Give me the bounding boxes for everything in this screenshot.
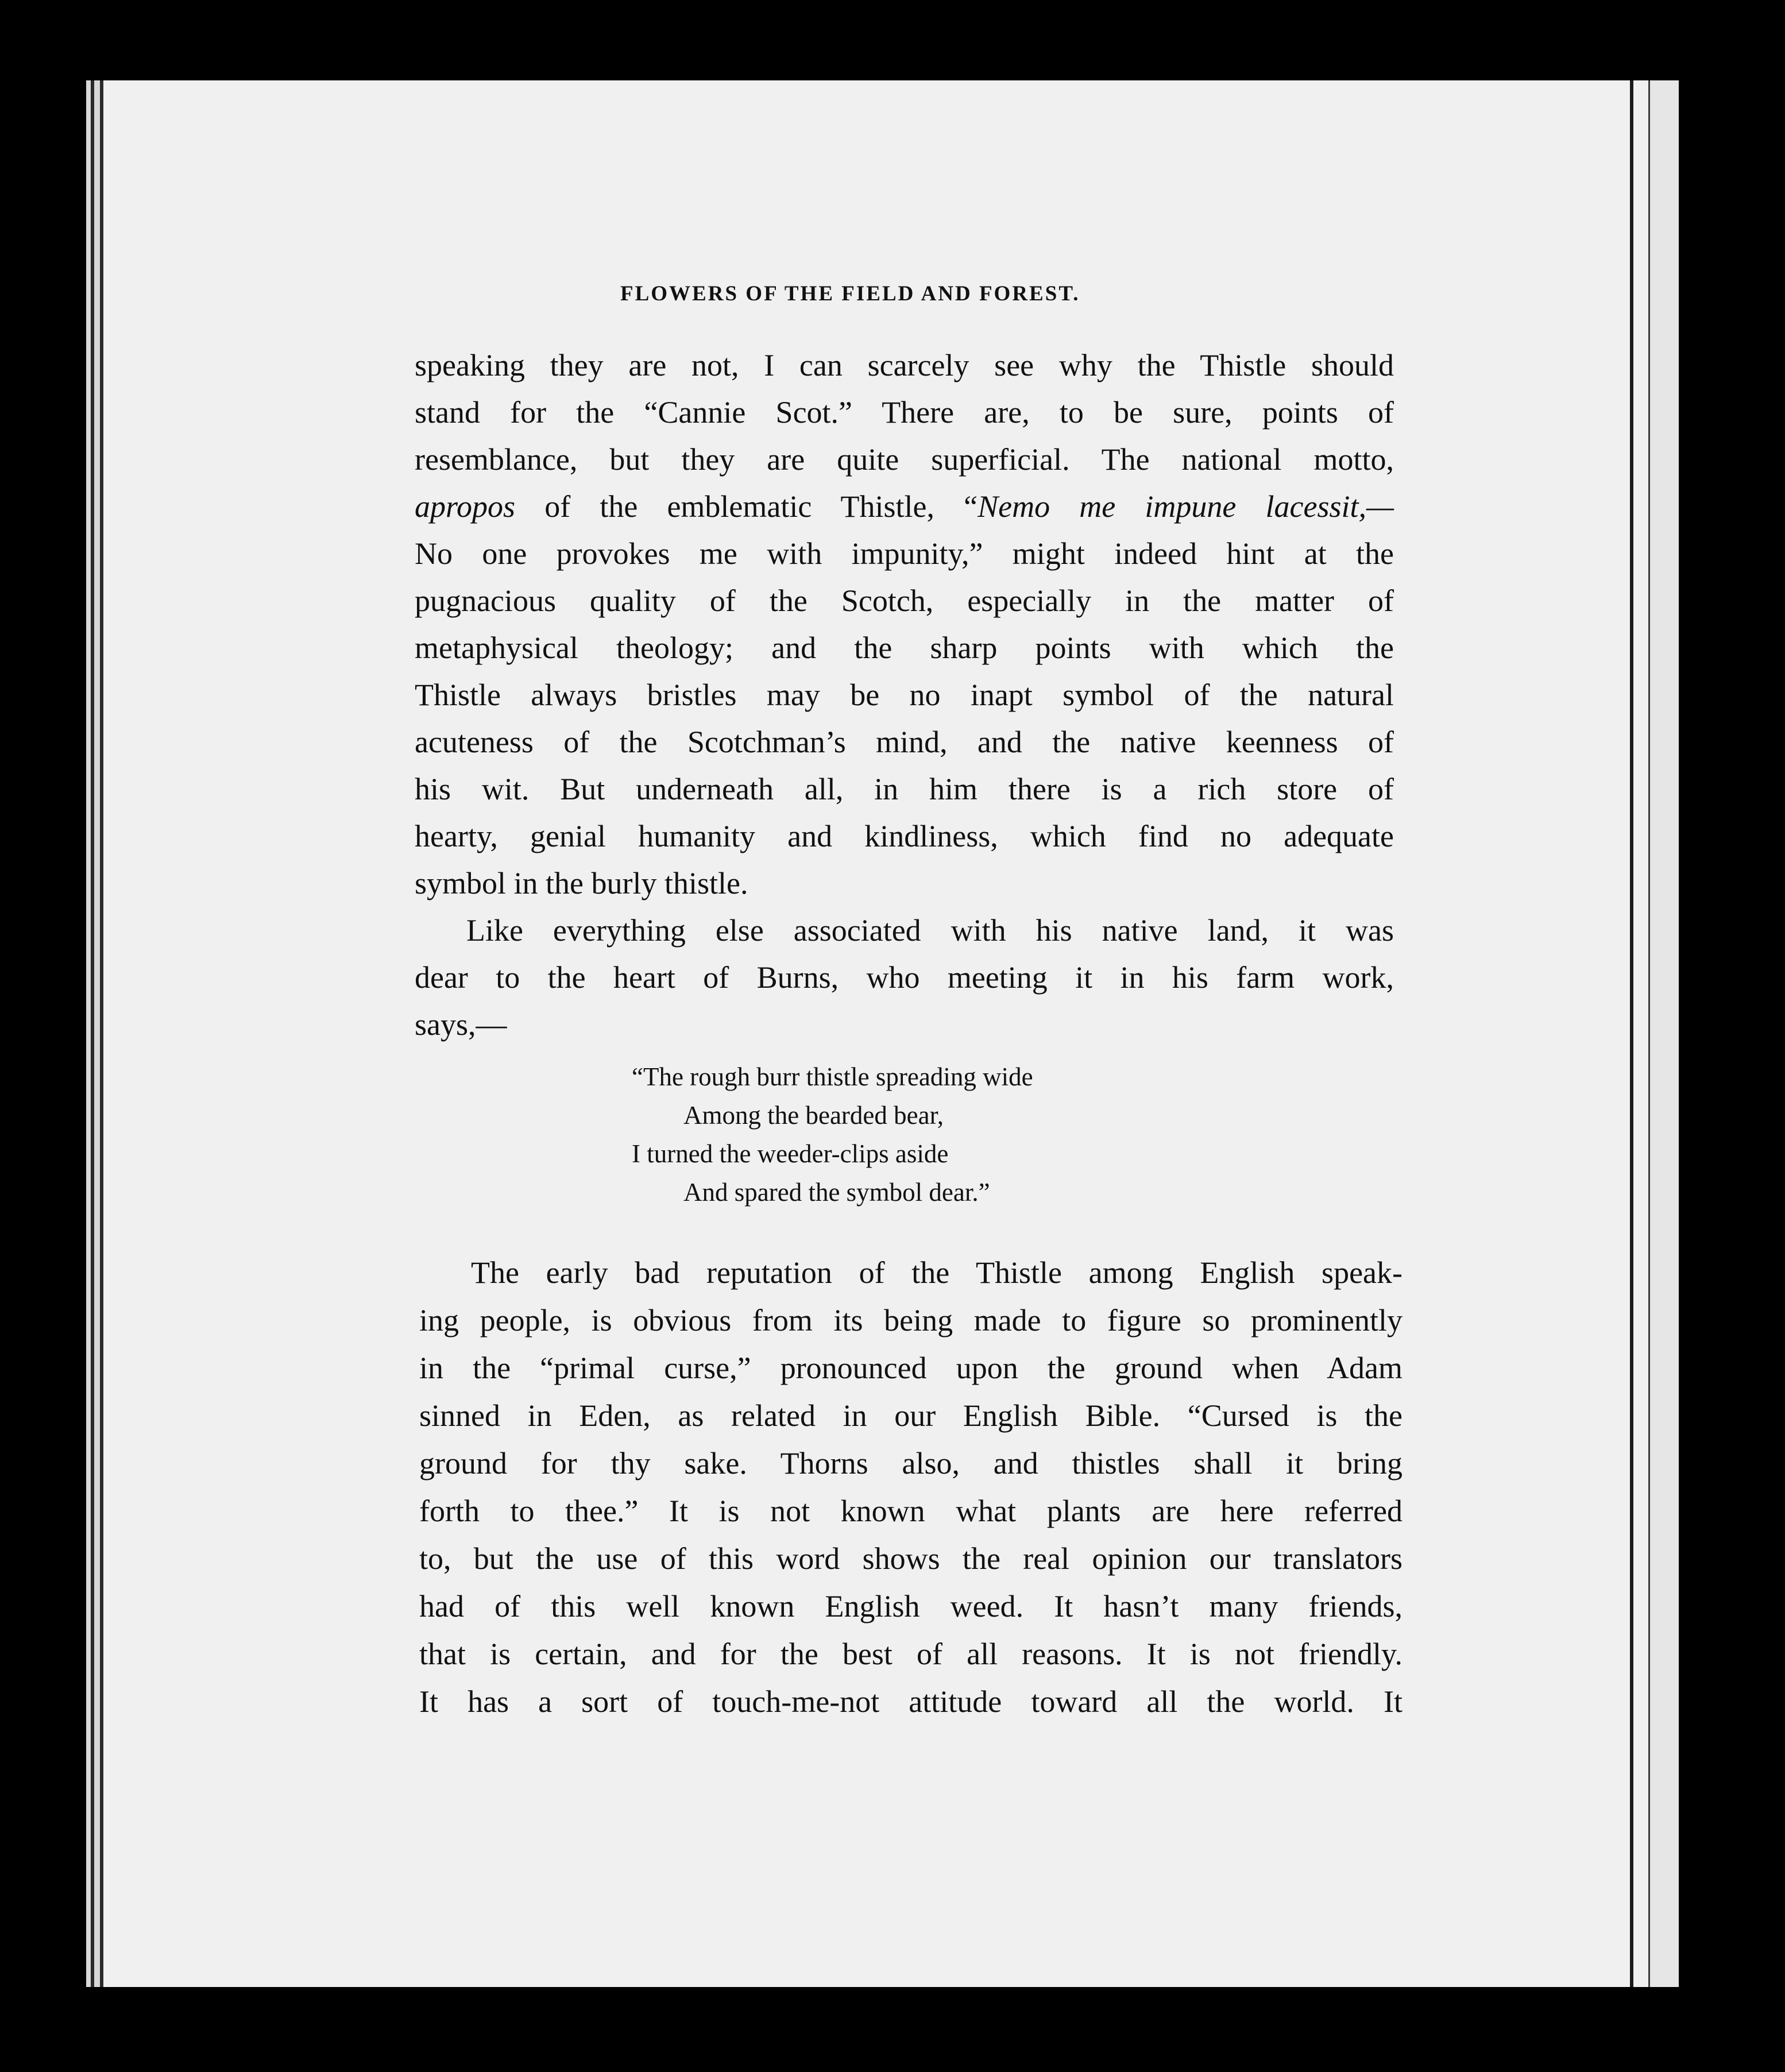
text-line: ground for thy sake. Thorns also, and thistles shall it bring	[419, 1446, 1402, 1480]
text-line: forth to thee.” It is not known what plants are here referred	[419, 1494, 1402, 1528]
verse-line: “The rough burr thistle spreading wide	[632, 1062, 1033, 1091]
text-line: hearty, genial humanity and kindliness, which find no adequate	[415, 819, 1394, 853]
burns-verse	[632, 1058, 1033, 1212]
text-line: that is certain, and for the best of all reasons. It is not friendly.	[419, 1637, 1402, 1671]
text-line: Like everything else associated with his native land, it was	[466, 913, 1394, 948]
text-line: in the “primal curse,” pronounced upon the ground when Adam	[419, 1351, 1402, 1385]
verse-line: And spared the symbol dear.”	[683, 1178, 990, 1207]
binding-rule	[91, 80, 94, 1987]
text-line: sinned in Eden, as related in our English Bible. “Cursed is the	[419, 1398, 1402, 1433]
body-text-top	[415, 342, 1394, 1048]
text-fragment: of the emblematic Thistle, “	[544, 489, 978, 524]
text-line: The early bad reputation of the Thistle among English speak-	[471, 1255, 1402, 1290]
running-head: FLOWERS OF THE FIELD AND FOREST.	[620, 282, 1080, 306]
text-line: speaking they are not, I can scarcely see why the Thistle should	[415, 348, 1394, 382]
text-line: It has a sort of touch-me-not attitude toward all the world. It	[419, 1684, 1402, 1719]
text-line: ing people, is obvious from its being made to figure so prominently	[419, 1303, 1402, 1337]
text-line: says,—	[415, 1007, 507, 1042]
next-page-edge	[1648, 80, 1679, 1987]
text-line: No one provokes me with impunity,” might indeed hint at the	[415, 536, 1394, 571]
italic-apropos: apropos	[415, 489, 516, 524]
italic-motto: Nemo me impune lacessit,—	[978, 489, 1394, 524]
text-line: stand for the “Cannie Scot.” There are, to be sure, points of	[415, 395, 1394, 430]
text-line: had of this well known English weed. It hasn’t many friends,	[419, 1589, 1402, 1623]
text-line: Thistle always bristles may be no inapt symbol of the natural	[415, 678, 1394, 712]
body-text-bottom	[419, 1249, 1402, 1726]
text-line: resemblance, but they are quite superficial. The national motto,	[415, 442, 1394, 477]
text-line: his wit. But underneath all, in him there is a rich store of	[415, 772, 1394, 806]
text-line: acuteness of the Scotchman’s mind, and the native keenness of	[415, 725, 1394, 759]
text-line: metaphysical theology; and the sharp points with which the	[415, 631, 1394, 665]
text-line-motto	[415, 483, 1394, 530]
verse-line: Among the bearded bear,	[683, 1101, 944, 1130]
text-line: symbol in the burly thistle.	[415, 866, 748, 900]
text-line: dear to the heart of Burns, who meeting it in his farm work,	[415, 960, 1394, 995]
text-line: pugnacious quality of the Scotch, especially in the matter of	[415, 583, 1394, 618]
text-line: to, but the use of this word shows the real opinion our translators	[419, 1541, 1402, 1576]
verse-line: I turned the weeder-clips aside	[632, 1139, 949, 1168]
right-gutter-line	[1630, 80, 1633, 1987]
